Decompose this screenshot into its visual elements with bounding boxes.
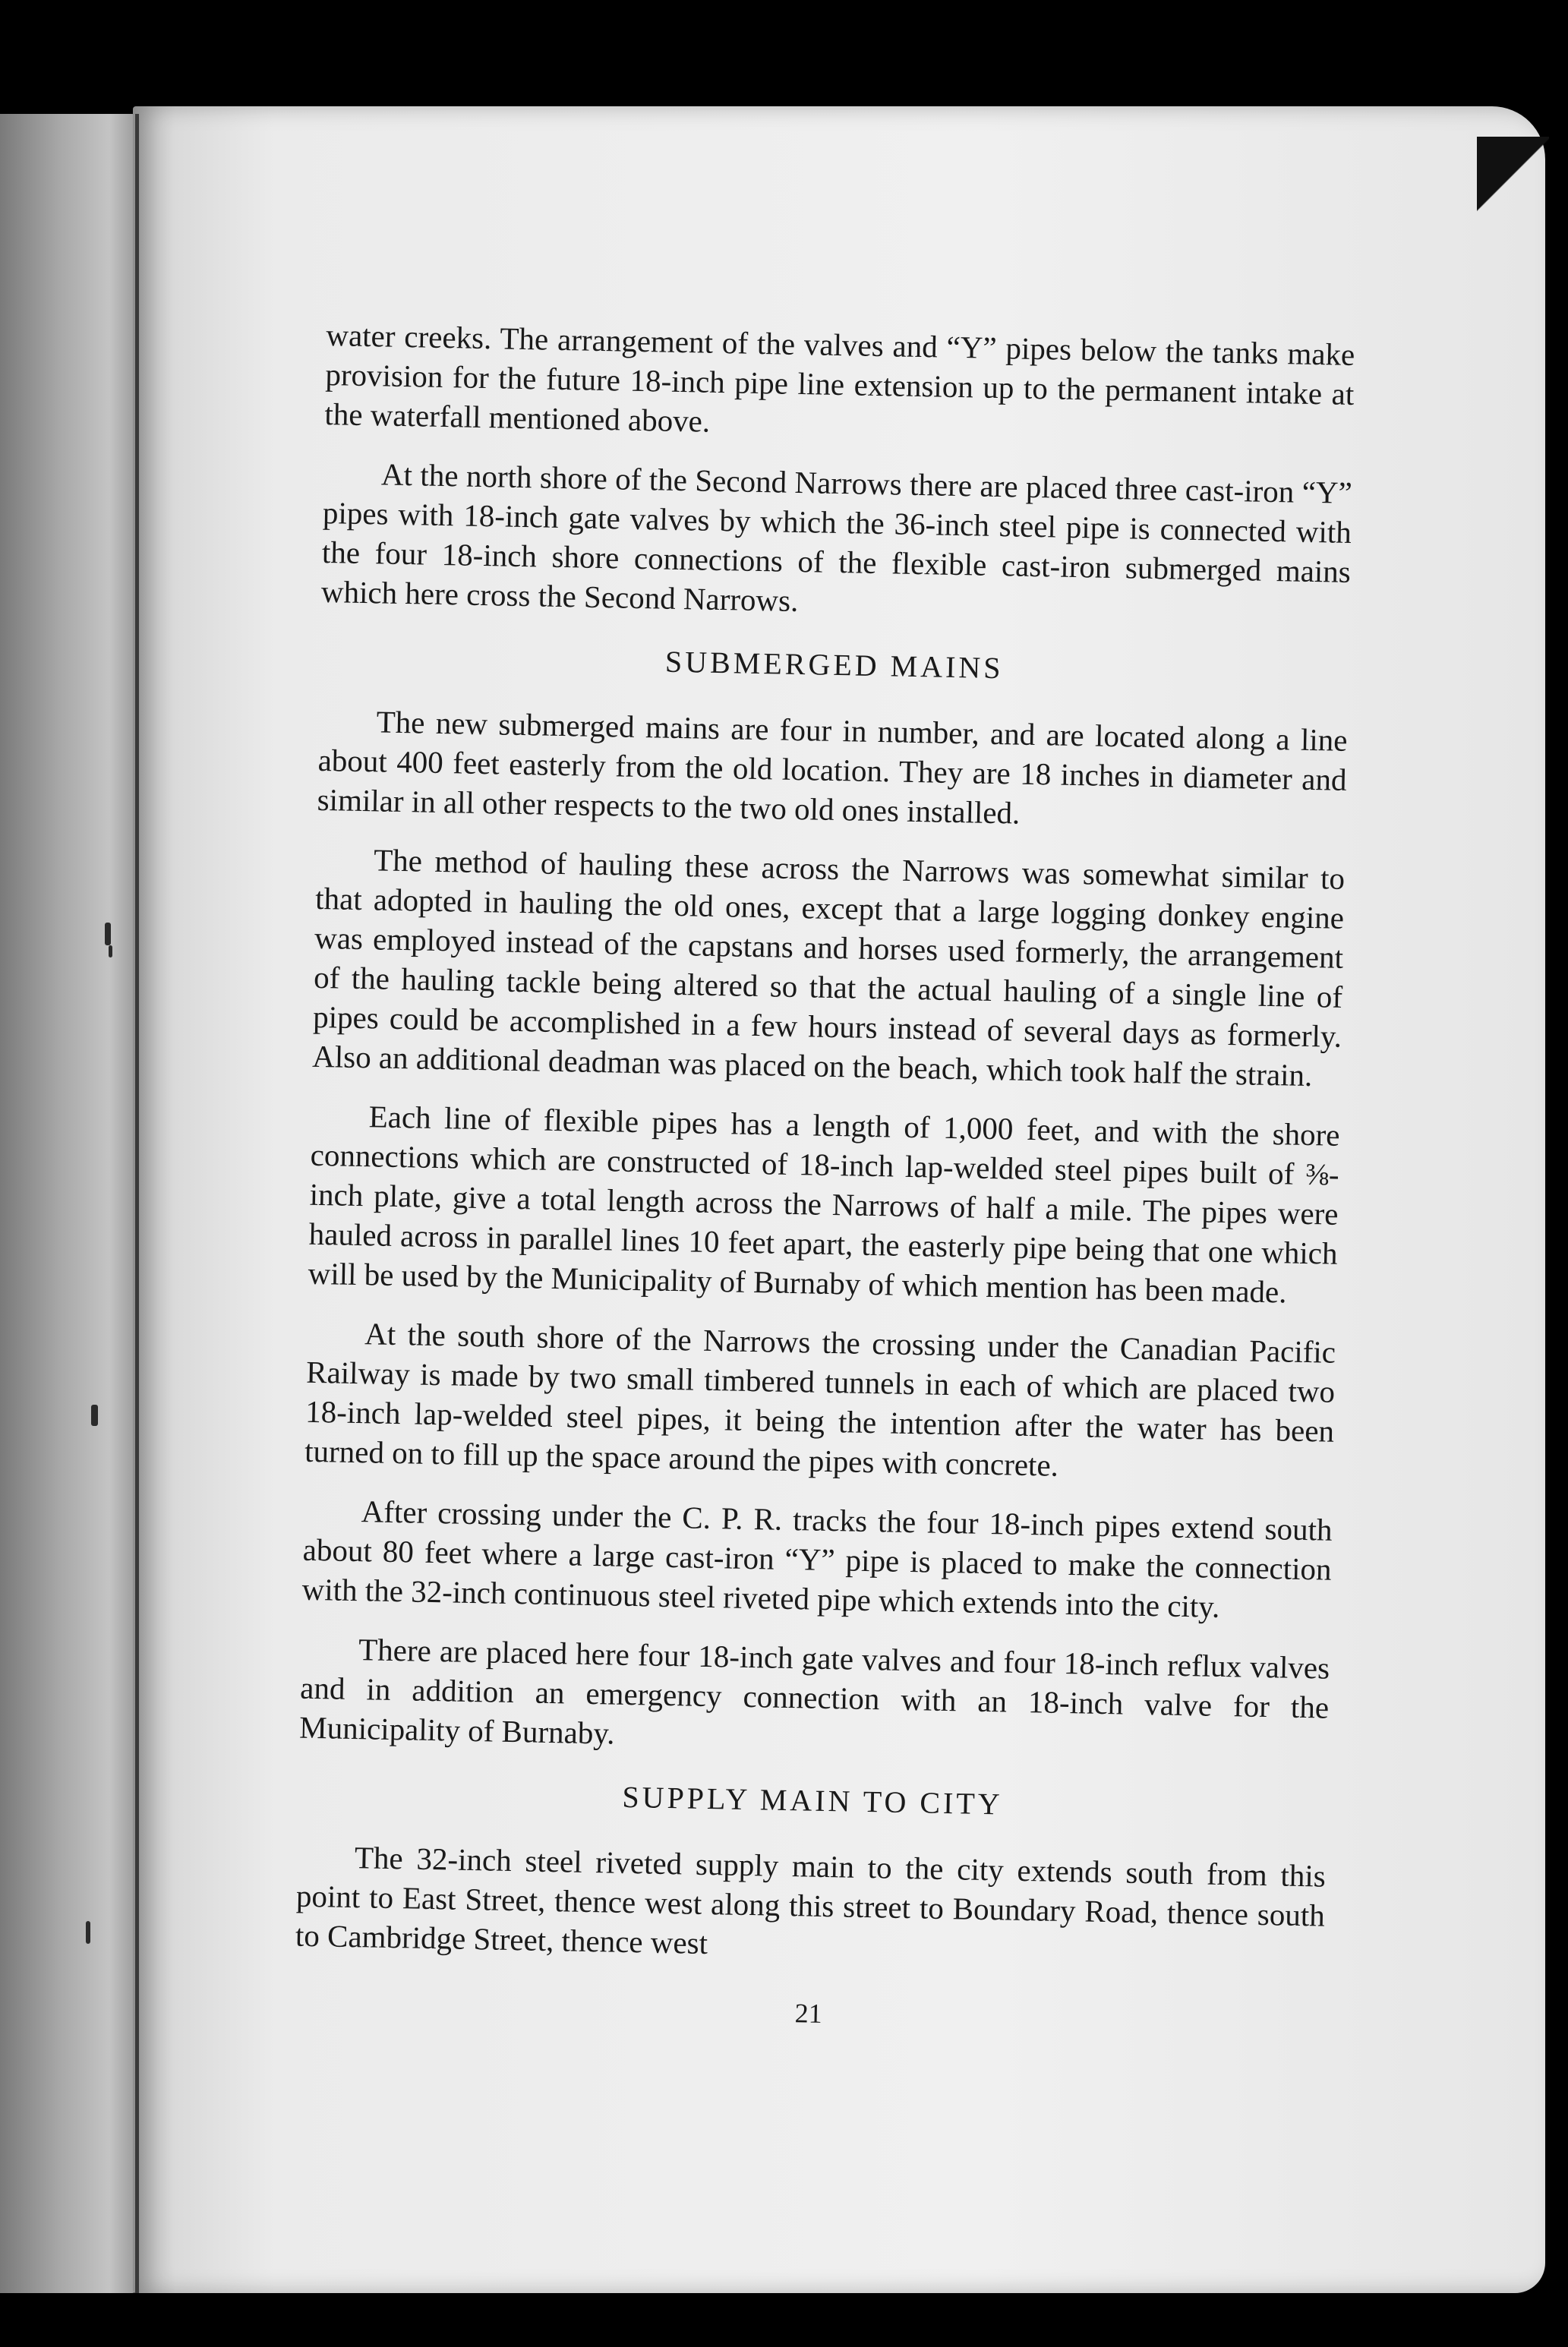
page-corner bbox=[1477, 137, 1549, 228]
page-number: 21 bbox=[794, 1998, 823, 2029]
section-heading: SUPPLY MAIN TO CITY bbox=[622, 1779, 1004, 1822]
section-heading: SUBMERGED MAINS bbox=[664, 644, 1004, 686]
paragraph: After crossing under the C. P. R. tracks the four 18-inch pipes extend south about 80 feet where a large cast-iron “Y” pipe is placed to make the connection with the 32-inch continuous steel riveted pipe which extends into the city. bbox=[301, 1494, 1333, 1624]
paragraph: There are placed here four 18-inch gate valves and four 18-inch reflux valves and in addition an emergency connection with an 18-inch valve for the Municipality of Burnaby. bbox=[298, 1632, 1330, 1751]
page-text bbox=[294, 315, 1355, 2043]
margin-speck bbox=[91, 1405, 98, 1426]
paragraph: The new submerged mains are four in number, and are located along a line about 400 feet easterly from the old location. They are 18 inches in diameter and similar in all other respects to the two old ones installed. bbox=[317, 704, 1348, 831]
facing-page-edge bbox=[0, 114, 137, 2293]
paragraph: The 32-inch steel riveted supply main to the city extends south from this point to East Street, thence west along this street to Boundary Road, thence south to Cambridge Street, thence west bbox=[295, 1840, 1327, 1961]
margin-speck bbox=[86, 1921, 90, 1944]
paragraph: At the north shore of the Second Narrows there are placed three cast-iron “Y” pipes with 18-inch gate valves by which the 36-inch steel pipe is connected with the four 18-inch shore connections of the flexible cast-iron submerged mains which here cross the Second Narrows. bbox=[320, 456, 1353, 618]
book-gutter bbox=[135, 114, 139, 2293]
paragraph: At the south shore of the Narrows the crossing under the Canadian Pacific Railway is made by two small timbered tunnels in each of which are placed two 18-inch lap-welded steel pipes, it being the intention after the water has been turned on to fill up the space around the pipes with concrete. bbox=[304, 1316, 1336, 1483]
paragraph: Each line of flexible pipes has a length of 1,000 feet, and with the shore connections which are constructed of 18-inch lap-welded steel pipes built of ⅜-inch plate, give a total length across the Narrows of half a mile. The pipes were hauled across in parallel lines 10 feet apart, the easterly pipe being that one which will be used by the Municipality of Burnaby of which mention has been made. bbox=[308, 1099, 1340, 1310]
paragraph: The method of hauling these across the Narrows was somewhat similar to that adopted in hauling the old ones, except that a large logging donkey engine was employed instead of the capstans and horses used formerly, the arrangement of the hauling tackle being altered so that the actual hauling of a single line of pipes could be accomplished in a few hours instead of several days as formerly. Also an additional deadman was placed on the beach, which took half the strain. bbox=[311, 842, 1346, 1093]
margin-speck bbox=[105, 923, 111, 945]
margin-speck bbox=[109, 945, 112, 957]
paragraph: water creeks. The arrangement of the valves and “Y” pipes below the tanks make provision for the future 18-inch pipe line extension up to the permanent intake at the waterfall mentioned above. bbox=[324, 317, 1355, 439]
